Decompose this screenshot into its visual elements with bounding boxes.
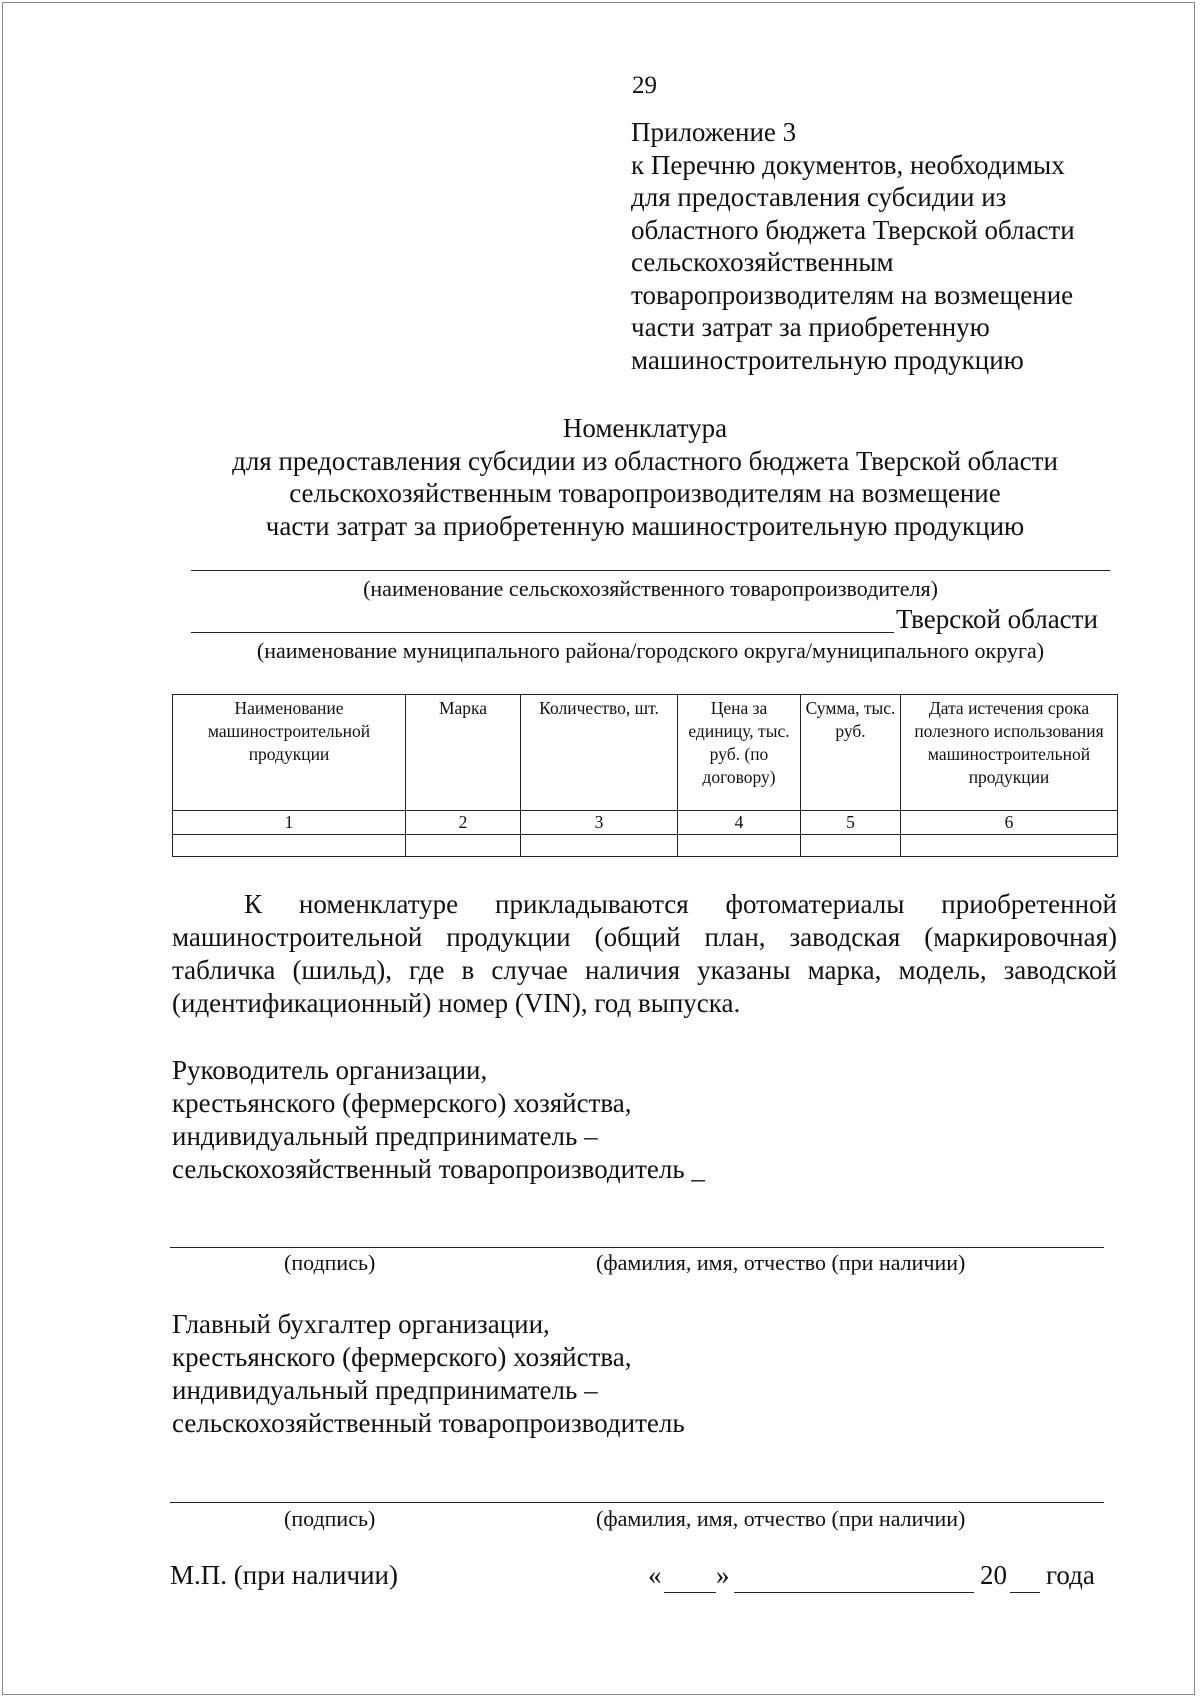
accountant-signatory-line: индивидуальный предприниматель –	[172, 1375, 598, 1405]
head-signatory-line: индивидуальный предприниматель –	[172, 1121, 598, 1151]
accountant-name-caption: (фамилия, имя, отчество (при наличии)	[596, 1506, 966, 1531]
column-number: 3	[521, 811, 678, 835]
appendix-line: к Перечню документов, необходимых	[631, 149, 1065, 180]
accountant-signatory-line: Главный бухгалтер организации,	[172, 1309, 550, 1339]
stamp-placeholder: М.П. (при наличии)	[170, 1560, 398, 1590]
table-cell[interactable]	[678, 835, 801, 857]
accountant-signatory-line: сельскохозяйственный товаропроизводитель	[172, 1408, 685, 1438]
table-header-cell: Наименование машиностроительной продукции	[173, 695, 406, 811]
date-month-line[interactable]	[734, 1592, 974, 1593]
accountant-signature-caption: (подпись)	[284, 1506, 376, 1531]
page-number: 29	[632, 72, 657, 99]
date-year-prefix: 20	[980, 1560, 1007, 1590]
table-cell[interactable]	[406, 835, 521, 857]
head-signatory-block	[172, 1054, 705, 1186]
nomenclature-table	[172, 694, 1118, 857]
table-header-cell: Количество, шт.	[521, 695, 678, 811]
table-cell[interactable]	[173, 835, 406, 857]
head-signature-line[interactable]	[170, 1247, 1104, 1248]
region-suffix: Тверской области	[896, 604, 1098, 634]
head-signature-caption: (подпись)	[284, 1250, 376, 1275]
district-caption: (наименование муниципального района/городского округа/муниципального округа)	[256, 638, 1045, 663]
table-row	[173, 835, 1118, 857]
title-line: сельскохозяйственным товаропроизводителям на возмещение	[289, 478, 1001, 508]
column-number: 6	[901, 811, 1118, 835]
head-signatory-line: сельскохозяйственный товаропроизводитель _	[172, 1154, 705, 1184]
table-header-cell: Сумма, тыс. руб.	[801, 695, 901, 811]
appendix-line: машиностроительную продукцию	[631, 344, 1024, 375]
producer-name-line[interactable]	[191, 570, 1110, 571]
head-name-caption: (фамилия, имя, отчество (при наличии)	[596, 1250, 966, 1275]
head-signatory-line: Руководитель организации,	[172, 1055, 488, 1085]
column-number: 1	[173, 811, 406, 835]
head-signatory-line: крестьянского (фермерского) хозяйства,	[172, 1088, 632, 1118]
date-year-suffix: года	[1046, 1560, 1095, 1590]
producer-caption: (наименование сельскохозяйственного товаропроизводителя)	[363, 576, 938, 601]
column-number: 2	[406, 811, 521, 835]
appendix-header	[631, 116, 1075, 376]
date-open-quote: «	[648, 1560, 662, 1590]
document-title	[0, 412, 1200, 542]
table-header-cell: Цена за единицу, тыс. руб. (по договору)	[678, 695, 801, 811]
title-heading: Номенклатура	[562, 413, 728, 443]
table-cell[interactable]	[801, 835, 901, 857]
title-line: для предоставления субсидии из областного бюджета Тверской области	[232, 445, 1058, 476]
appendix-line: для предоставления субсидии из	[631, 182, 1007, 212]
accountant-signature-line[interactable]	[170, 1502, 1104, 1503]
appendix-line: сельскохозяйственным	[631, 247, 894, 277]
appendix-line: областного бюджета Тверской области	[631, 214, 1075, 245]
appendix-line: Приложение 3	[631, 117, 797, 147]
date-close-quote: »	[716, 1560, 730, 1590]
table-cell[interactable]	[521, 835, 678, 857]
attachment-paragraph: К номенклатуре прикладываются фотоматериалы приобретенной машиностроительной продукции (общий план, заводская (маркировочная) табличка (шильд), где в случае наличия указаны марка, модель, заводской (идентификационный) номер (VIN), год выпуска.	[172, 889, 1117, 1018]
table-header-cell: Марка	[406, 695, 521, 811]
title-line: части затрат за приобретенную машиностроительную продукцию	[265, 510, 1025, 541]
date-year-line[interactable]	[1010, 1592, 1040, 1593]
accountant-signatory-block	[172, 1308, 685, 1440]
column-number: 4	[678, 811, 801, 835]
table-header-row	[173, 695, 1118, 811]
date-day-line[interactable]	[664, 1592, 716, 1593]
appendix-line: части затрат за приобретенную	[631, 312, 990, 342]
appendix-line: товаропроизводителям на возмещение	[631, 279, 1074, 310]
district-name-line[interactable]	[191, 632, 894, 633]
table-header-cell: Дата истечения срока полезного использования машиностроительной продукции	[901, 695, 1118, 811]
table-cell[interactable]	[901, 835, 1118, 857]
accountant-signatory-line: крестьянского (фермерского) хозяйства,	[172, 1342, 632, 1372]
column-number: 5	[801, 811, 901, 835]
table-number-row	[173, 811, 1118, 835]
